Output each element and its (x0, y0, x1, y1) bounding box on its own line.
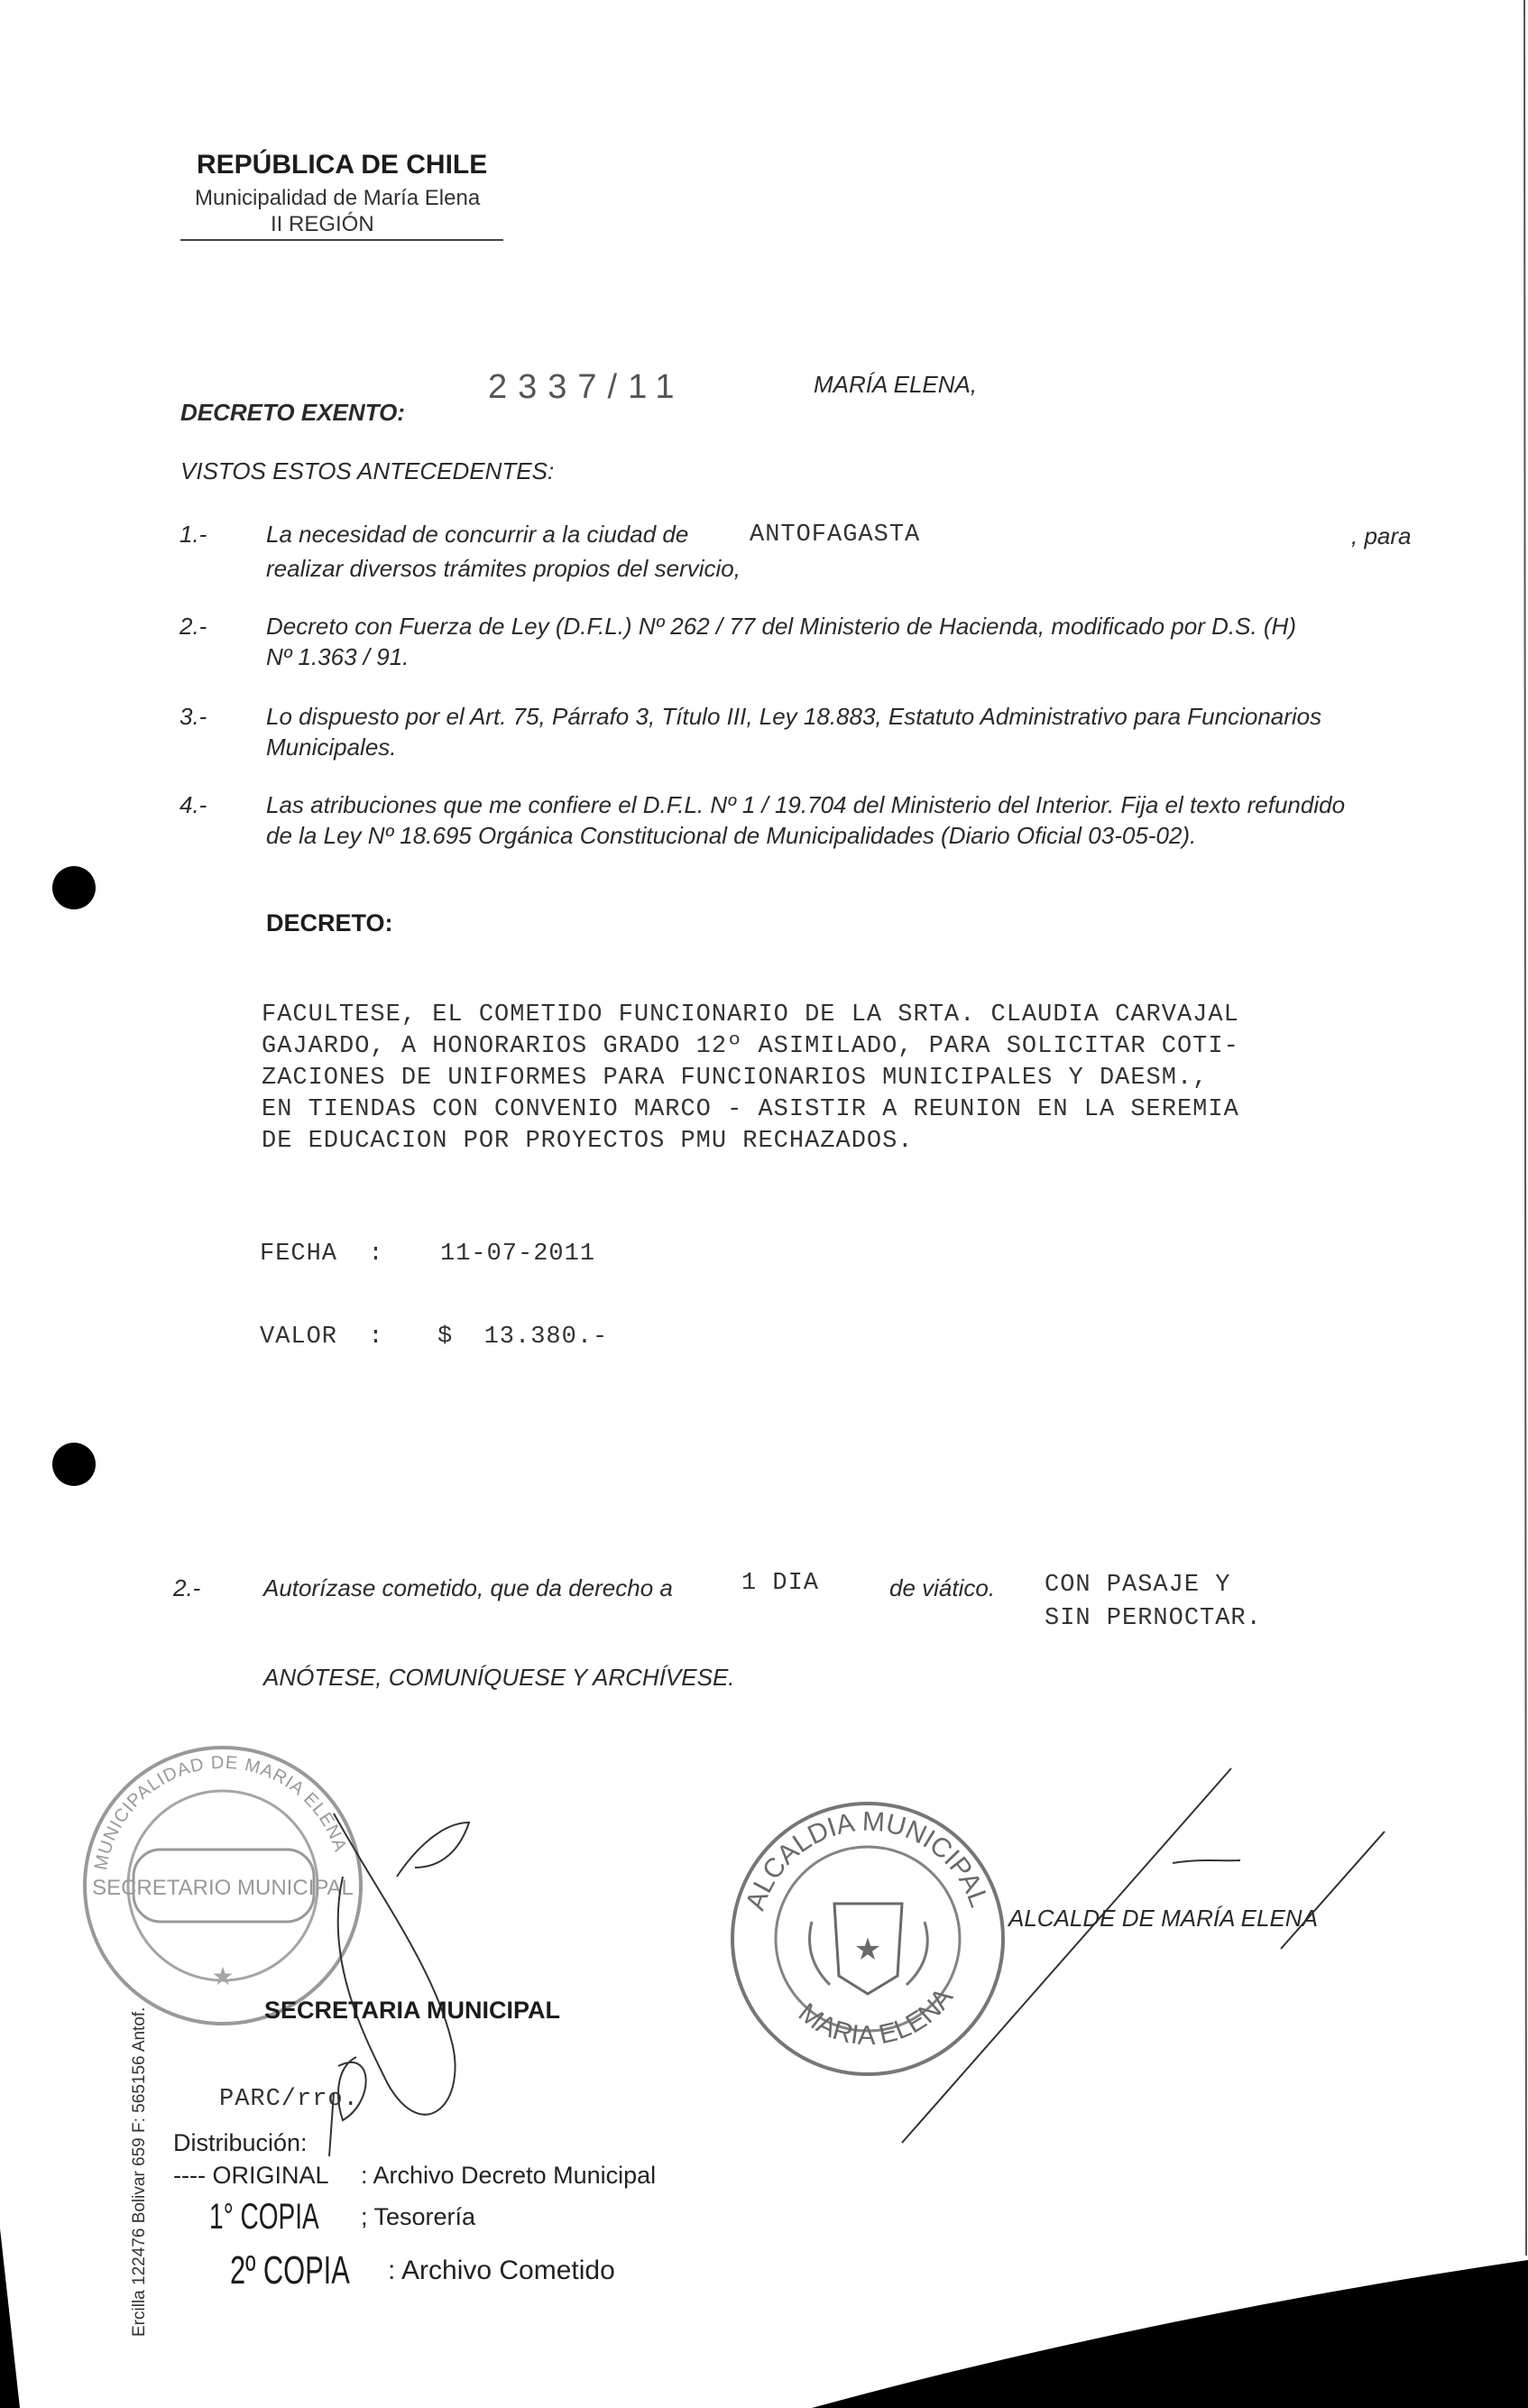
decreto-body-line: GAJARDO, A HONORARIOS GRADO 12º ASIMILADO, PARA SOLICITAR COTI- (262, 1033, 1239, 1060)
vistos-item-number: 3.- (179, 703, 207, 730)
seal-left-center-text: SECRETARIO MUNICIPAL (92, 1876, 354, 1900)
closing-formula: ANÓTESE, COMUNÍQUESE Y ARCHÍVESE. (263, 1664, 735, 1691)
decreto-heading: DECRETO: (266, 909, 393, 936)
scan-black-edge-bottom (812, 2260, 1528, 2408)
item2-number: 2.- (173, 1574, 201, 1601)
vistos-heading: VISTOS ESTOS ANTECEDENTES: (180, 457, 555, 484)
vistos-item-text: Decreto con Fuerza de Ley (D.F.L.) Nº 262 / 77 del Ministerio de Hacienda, modificado por D.S. (H) (266, 613, 1296, 640)
distribution-destination: : Archivo Decreto Municipal (361, 2162, 657, 2189)
signature-mayor (902, 1768, 1385, 2143)
vistos-item-text: realizar diversos trámites propios del servicio, (266, 555, 741, 582)
distribution-copy: 2º COPIA (230, 2248, 350, 2293)
fecha-label: FECHA : (260, 1241, 384, 1268)
decree-number-stamp: 2337/11 (488, 368, 686, 406)
distribution-copy: 1° COPIA (209, 2197, 319, 2237)
decreto-body-line: DE EDUCACION POR PROYECTOS PMU RECHAZADOS. (262, 1128, 914, 1155)
seal-left-ring-path: MUNICIPALIDAD DE MARIA ELENA (91, 1752, 351, 1872)
distribution-destination: ; Tesorería (361, 2203, 476, 2230)
decreto-body-line: EN TIENDAS CON CONVENIO MARCO - ASISTIR A REUNION EN LA SEREMIA (262, 1096, 1239, 1123)
vistos-item-text: Nº 1.363 / 91. (266, 643, 410, 670)
vistos-item-number: 1.- (179, 521, 207, 548)
decreto-body-line: ZACIONES DE UNIFORMES PARA FUNCIONARIOS MUNICIPALES Y DAESM., (262, 1065, 1209, 1092)
item2-note: CON PASAJE Y (1045, 1572, 1231, 1599)
distribution-destination: : Archivo Cometido (388, 2256, 615, 2285)
header-region: II REGIÓN (271, 212, 374, 236)
item2-days: 1 DIA (741, 1570, 820, 1597)
secretary-signature-label: SECRETARIA MUNICIPAL (264, 1997, 560, 2024)
vistos-item-text: La necesidad de concurrir a la ciudad de (266, 521, 689, 548)
seal-right-ring-bottom: MARIA ELENA (793, 1982, 960, 2052)
vistos-item-number: 2.- (179, 613, 207, 640)
vistos-item-tail: , para (1351, 522, 1412, 549)
initials: PARC/rro. (219, 2086, 359, 2113)
vistos-item-city: ANTOFAGASTA (750, 521, 921, 549)
distribution-copy: ---- ORIGINAL (173, 2162, 329, 2189)
seal-right-ring-top: ALCALDIA MUNICIPAL (740, 1806, 995, 1914)
svg-text:MARIA ELENA (793, 1983, 959, 2052)
valor-value: $ 13.380.- (437, 1324, 609, 1351)
item2-text: Autorízase cometido, que da derecho a (263, 1574, 673, 1601)
vistos-item-text: de la Ley Nº 18.695 Orgánica Constitucional de Municipalidades (Diario Oficial 03-05-02). (266, 822, 1197, 849)
distribution-heading: Distribución: (173, 2129, 308, 2156)
star-icon: ★ (853, 1933, 882, 1967)
vistos-item-text: Lo dispuesto por el Art. 75, Párrafo 3, Título III, Ley 18.883, Estatuto Administrativo para Funcionarios (266, 703, 1322, 730)
header-municipality: Municipalidad de María Elena (195, 186, 481, 210)
decreto-body-line: FACULTESE, EL COMETIDO FUNCIONARIO DE LA SRTA. CLAUDIA CARVAJAL (262, 1001, 1239, 1029)
star-icon: ★ (211, 1962, 235, 1990)
valor-label: VALOR : (260, 1324, 384, 1351)
scan-right-edge (1524, 0, 1526, 2256)
vistos-item-text: Las atribuciones que me confiere el D.F.L. Nº 1 / 19.704 del Ministerio del Interior. Fija el texto refundido (266, 791, 1346, 818)
item2-note: SIN PERNOCTAR. (1045, 1605, 1262, 1632)
seal-secretario-municipal (85, 1748, 361, 2024)
decree-label: DECRETO EXENTO: (180, 399, 405, 426)
svg-text:ALCALDIA MUNICIPAL (741, 1807, 994, 1914)
header-country: REPÚBLICA DE CHILE (197, 150, 488, 180)
punch-hole-bottom (52, 1443, 96, 1486)
vistos-item-text: Municipales. (266, 733, 397, 761)
scan-black-edge-left (0, 2228, 20, 2408)
item2-suffix: de viático. (889, 1574, 996, 1601)
punch-hole-top (52, 866, 96, 909)
decree-place: MARÍA ELENA, (814, 371, 978, 398)
vistos-item-number: 4.- (179, 791, 207, 818)
seal-alcaldia-municipal (732, 1804, 1003, 2074)
fecha-value: 11-07-2011 (440, 1241, 596, 1268)
printer-mark: Ercilla 122476 Bolivar 659 F: 565156 Antof. (130, 2007, 149, 2337)
mayor-signature-label: ALCALDE DE MARÍA ELENA (1008, 1905, 1318, 1932)
